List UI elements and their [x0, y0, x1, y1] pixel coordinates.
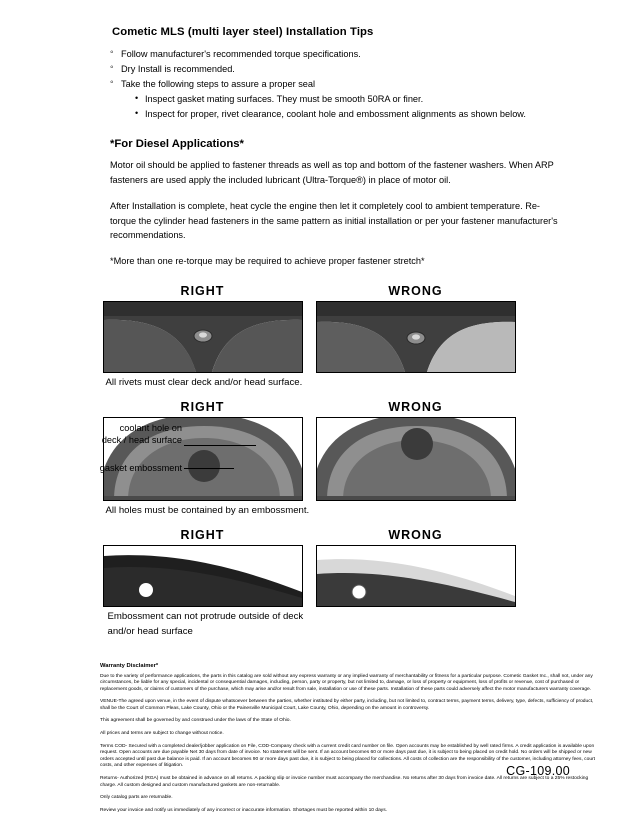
figure-caption-line1: Embossment can not protrude outside of deck: [105, 611, 518, 622]
figure-protrusion-right: [103, 528, 303, 607]
diesel-note: *More than one re-torque may be required to achieve proper fastener stretch*: [110, 256, 576, 266]
figure-image-wrong: [316, 417, 516, 501]
sub-bullet-text: Inspect gasket mating surfaces. They must be smooth 50RA or finer.: [145, 94, 423, 104]
page-title: Cometic MLS (multi layer steel) Installation Tips: [112, 26, 576, 38]
sub-list: [121, 92, 576, 121]
bullet-text: Dry Install is recommended.: [121, 64, 235, 74]
figure-image-right: [103, 545, 303, 607]
figure-rivets: [42, 284, 576, 388]
diesel-paragraph-1: Motor oil should be applied to fastener threads as well as top and bottom of the fastener washers. When ARP fasteners are used apply the included lubricant (Ultra-Torque®) in place of motor oil.: [110, 158, 565, 187]
warranty-paragraph: Only catalog parts are returnable.: [100, 795, 600, 802]
figure-caption: All holes must be contained by an embossment.: [103, 505, 516, 516]
figure-rivets-right: [103, 284, 303, 373]
list-item: [110, 62, 576, 76]
warranty-paragraph: All prices and terms are subject to change without notice.: [100, 731, 600, 738]
list-item: [135, 92, 576, 106]
figure-label-right: RIGHT: [103, 400, 303, 414]
figure-protrusion-wrong: [316, 528, 516, 607]
figure-caption: All rivets must clear deck and/or head surface.: [103, 377, 516, 388]
list-item: [110, 47, 576, 61]
warranty-section: [100, 663, 600, 814]
figure-label-right: RIGHT: [103, 284, 303, 298]
figure-label-wrong: WRONG: [316, 528, 516, 542]
callout-coolant-hole: [34, 422, 182, 447]
figure-holes: [42, 400, 576, 516]
figure-rivets-caption-wrap: [103, 377, 516, 388]
figure-image-wrong: [316, 545, 516, 607]
warranty-paragraph: VENUE-The agreed upon venue, in the event of dispute whatsoever between the parties, whether instituted by either party, including, but not limited to, contract terms, payment terms, delivery, type, defects, sufficiency of product, shall be the Court of Common Pleas, Lake County, Ohio or the Painesville Municipal Court, Lake County, Ohio, depending on the amount in controversy.: [100, 699, 600, 712]
warranty-paragraph: Terms COD- Secured with a completed dealer/jobber application on File, COD-Company check with a current credit card number on file. Open accounts may be established by well rated firms. A credit application is available upon request. Open accounts are due payable Net 30 days from date of invoice. No statement will be sent. If an account becomes 60 or more days past due, it is subject to being placed on credit hold. No orders will be shipped or new orders accepted until past due balance is paid. If an account becomes 90 or more days past due, it is subject to being placed for collections. All costs of collection are the responsibility of the customer, including attorney fees, court costs, and other expenses of litigation.: [100, 744, 600, 770]
list-item: [135, 107, 576, 121]
figure-image-wrong: [316, 301, 516, 373]
bullet-text: Take the following steps to assure a proper seal: [121, 79, 315, 89]
figure-holes-wrong: [316, 400, 516, 501]
callout-gasket-embossment-leader: [184, 468, 234, 469]
coolant-hole-wrong-illustration: [317, 418, 515, 500]
figure-label-wrong: WRONG: [316, 284, 516, 298]
figure-image-right: [103, 301, 303, 373]
rivet-right-illustration: [104, 302, 302, 372]
warranty-heading: Warranty Disclaimer*: [100, 663, 600, 669]
protrusion-wrong-illustration: [317, 546, 515, 606]
warranty-paragraph: Returns- Authorized (RGA) must be obtained in advance on all returns. A packing slip or invoice number must accompany the merchandise. No returns after 30 days from invoice date. All returns are subject to a 25% restocking charge. All custom designed and custom manufactured gaskets are non-returnable.: [100, 776, 600, 789]
warranty-paragraph: Due to the variety of performance applications, the parts in this catalog are sold without any express warranty or any implied warranty of merchantability or fitness for a particular purpose. Cometic Gasket Inc., shall not, under any circumstances, be liable for any special, incidental or consequential damages, including, person, party or property, but not limited to, damage, or loss of property or equipment, loss of profits or revenue, cost of purchased or replacement goods, or claims of customers of the purchase, which may arise and/or result from sale, installation or use of these parts. Installation of these parts could adversely affect the motor manufacturers warranty coverage.: [100, 674, 600, 694]
callout-gasket-embossment: [62, 462, 182, 475]
diesel-paragraph-2: After Installation is complete, heat cycle the engine then let it completely cool to ambient temperature. Re-torque the cylinder head fasteners in the same pattern as initial installation or per your fastener manufacturer's recommendations.: [110, 199, 565, 243]
figure-rivets-wrong: [316, 284, 516, 373]
protrusion-right-illustration: [104, 546, 302, 606]
rivet-wrong-illustration: [317, 302, 515, 372]
bullet-text: Follow manufacturer's recommended torque specifications.: [121, 49, 361, 59]
document-number: CG-109.00: [506, 764, 570, 778]
sub-bullet-text: Inspect for proper, rivet clearance, coolant hole and embossment alignments as shown below.: [145, 109, 526, 119]
callout-gasket-embossment-text: gasket embossment: [62, 462, 182, 475]
warranty-paragraph: Review your invoice and notify us immediately of any incorrect or inaccurate information. Shortages must be reported within 10 days.: [100, 808, 600, 814]
list-item: [110, 77, 576, 121]
warranty-paragraph: This agreement shall be governed by and construed under the laws of the State of Ohio.: [100, 718, 600, 725]
figure-label-wrong: WRONG: [316, 400, 516, 414]
figure-label-right: RIGHT: [103, 528, 303, 542]
callout-coolant-hole-line2: deck / head surface: [34, 434, 182, 447]
figure-protrusion: [42, 528, 576, 637]
figure-holes-caption-wrap: [103, 505, 516, 516]
figure-holes-right: [103, 400, 303, 501]
figure-protrusion-caption-wrap: [101, 611, 518, 637]
figure-caption-line2: and/or head surface: [105, 626, 518, 637]
callout-coolant-hole-line1: coolant hole on: [34, 422, 182, 435]
diesel-heading: *For Diesel Applications*: [110, 138, 576, 150]
callout-coolant-hole-leader: [184, 445, 256, 446]
installation-tips-list: [110, 47, 576, 121]
